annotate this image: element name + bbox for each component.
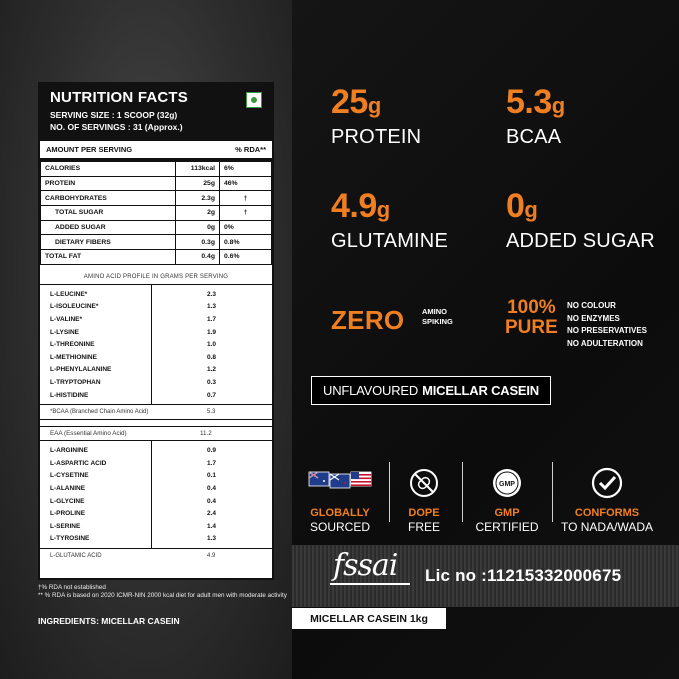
cert-globally-sourced — [300, 465, 380, 534]
bcaa-label: *BCAA (Branched Chain Amino Acid) — [50, 409, 149, 416]
list-item: NO ADULTERATION — [567, 338, 643, 348]
amino-value: 1.2 — [207, 366, 217, 374]
amino-name: L-LYSINE — [50, 328, 80, 336]
badge-part2: MICELLAR CASEIN — [422, 383, 539, 398]
footnote-rda: †% RDA not established — [38, 584, 106, 591]
row-amount: 0.3g — [176, 235, 220, 250]
amino-name: L-HISTIDINE — [50, 391, 89, 399]
row-amount: 113kcal — [176, 162, 220, 177]
row-name: CARBOHYDRATES — [41, 191, 176, 206]
nonessential-names — [40, 441, 152, 548]
amino-value: 2.4 — [207, 510, 217, 518]
cert-subtitle: CERTIFIED — [475, 520, 539, 534]
stat-label: BCAA — [506, 126, 562, 148]
gmp-icon-text: GMP — [499, 481, 515, 488]
row-name: TOTAL FAT — [41, 250, 176, 265]
eaa-value: 11.2 — [200, 430, 212, 438]
fssai-logo: fssai — [333, 548, 398, 583]
amino-value: 0.8 — [207, 353, 217, 361]
table-row — [41, 220, 272, 235]
table-row — [41, 206, 272, 221]
essential-values — [152, 285, 272, 404]
badge-part1: UNFLAVOURED — [323, 383, 419, 398]
amino-value: 1.9 — [207, 328, 217, 336]
stat-protein — [331, 84, 421, 148]
nonessential-values — [152, 441, 272, 548]
essential-amino-block — [40, 284, 272, 405]
check-badge-icon — [557, 465, 657, 501]
row-amount: 2.3g — [176, 191, 220, 206]
amount-header: AMOUNT PER SERVING — [46, 145, 133, 154]
row-name: PROTEIN — [41, 176, 176, 191]
amino-name: L-TRYPTOPHAN — [50, 378, 101, 386]
amino-value: 0.3 — [207, 378, 217, 386]
bcaa-value: 5.3 — [207, 409, 216, 416]
list-item: NO PRESERVATIVES — [567, 326, 648, 335]
no-pill-icon — [394, 465, 454, 501]
glutamic-value: 4.9 — [207, 553, 216, 560]
amino-value: 0.4 — [207, 484, 217, 492]
cert-dope-free — [394, 465, 454, 534]
stat-unit: g — [376, 197, 390, 222]
amino-name: L-ALANINE — [50, 484, 86, 492]
table-row — [41, 191, 272, 206]
amount-header-row — [40, 141, 272, 161]
fssai-underline — [330, 583, 410, 585]
amino-value: 0.9 — [207, 447, 217, 455]
table-row — [41, 250, 272, 265]
row-rda: 0.8% — [220, 235, 272, 250]
row-rda: † — [220, 191, 272, 206]
cert-title: CONFORMS — [574, 507, 640, 519]
rda-header: % RDA** — [235, 145, 266, 154]
zero-line2: SPIKING — [422, 317, 453, 326]
cert-title: DOPE — [408, 507, 440, 519]
amino-value: 0.1 — [207, 472, 217, 480]
row-rda: 0.6% — [220, 250, 272, 265]
stat-value: 0 — [506, 187, 525, 225]
glutamic-row — [40, 549, 272, 564]
stat-value: 5.3 — [506, 83, 552, 121]
amino-name: L-SERINE — [50, 522, 81, 530]
stat-added-sugar — [506, 188, 655, 252]
nutrition-facts-panel — [38, 82, 274, 580]
amino-value: 1.3 — [207, 303, 217, 311]
stat-label: GLUTAMINE — [331, 230, 448, 252]
cert-subtitle: TO NADA/WADA — [560, 520, 653, 534]
eaa-row — [40, 426, 272, 441]
stat-value: 4.9 — [331, 187, 377, 225]
table-row — [41, 235, 272, 250]
nutrition-table — [40, 161, 272, 265]
cert-divider — [389, 462, 390, 522]
table-row — [41, 162, 272, 177]
amino-name: L-METHIONINE — [50, 353, 97, 361]
amino-name: L-ARGININE — [50, 447, 88, 455]
nonessential-amino-block — [40, 441, 272, 549]
row-name: CALORIES — [41, 162, 176, 177]
stat-value: 25 — [331, 83, 368, 121]
amino-value: 1.3 — [207, 535, 217, 543]
amino-name: L-THREONINE — [50, 341, 95, 349]
row-name: ADDED SUGAR — [41, 220, 176, 235]
bcaa-row — [40, 405, 272, 420]
amino-profile-header: AMINO ACID PROFILE IN GRAMS PER SERVING — [83, 273, 229, 280]
cert-title: GMP — [494, 507, 520, 519]
row-amount: 0g — [176, 220, 220, 235]
row-amount: 2g — [176, 206, 220, 221]
unflavoured-badge — [311, 376, 551, 405]
serving-size: SERVING SIZE : 1 SCOOP (32g) — [50, 110, 178, 120]
nutrition-header — [40, 84, 272, 141]
list-item: NO COLOUR — [567, 301, 616, 310]
amino-value: 1.7 — [207, 459, 217, 467]
amino-name: L-PHENYLALANINE — [50, 366, 112, 374]
amino-name: L-CYSETINE — [50, 472, 89, 480]
ingredients: INGREDIENTS: MICELLAR CASEIN — [38, 616, 180, 626]
gmp-icon — [468, 465, 546, 501]
row-name: DIETARY FIBERS — [41, 235, 176, 250]
license-number: Lic no :11215332000675 — [425, 566, 622, 585]
list-item: NO ENZYMES — [567, 313, 620, 323]
amino-name: L-GLYCINE — [50, 497, 85, 505]
pure-list — [567, 300, 647, 350]
stat-label: PROTEIN — [331, 126, 422, 148]
amino-value: 0.7 — [207, 391, 217, 399]
pure-heading — [505, 298, 558, 338]
cert-divider — [552, 462, 553, 522]
stat-unit: g — [551, 93, 565, 118]
amino-value: 1.0 — [207, 341, 217, 349]
row-rda: 6% — [220, 162, 272, 177]
amino-name: L-ISOLEUCINE* — [50, 303, 99, 311]
cert-subtitle: FREE — [407, 520, 440, 534]
table-row — [41, 176, 272, 191]
amino-name: L-PROLINE — [50, 510, 86, 518]
product-tag: MICELLAR CASEIN 1kg — [292, 608, 446, 629]
servings-count: NO. OF SERVINGS : 31 (Approx.) — [50, 122, 183, 132]
stat-bcaa — [506, 84, 565, 148]
cert-nada-wada — [557, 465, 657, 534]
nutrition-title: NUTRITION FACTS — [50, 89, 188, 106]
essential-names — [40, 285, 152, 404]
zero-heading: ZERO — [331, 305, 405, 335]
eaa-label: EAA (Essential Amino Acid) — [50, 430, 127, 438]
row-name: TOTAL SUGAR — [41, 206, 176, 221]
cert-divider — [462, 462, 463, 522]
cert-subtitle: SOURCED — [309, 520, 370, 534]
amino-name: L-TYROSINE — [50, 535, 90, 543]
stat-glutamine — [331, 188, 448, 252]
amino-name: L-VALINE* — [50, 316, 83, 323]
cert-gmp — [468, 465, 546, 534]
row-rda: † — [220, 206, 272, 221]
footnotes — [38, 584, 288, 600]
zero-subtext — [422, 307, 453, 327]
amino-value: 1.4 — [207, 522, 217, 530]
amino-name: L-ASPARTIC ACID — [50, 459, 107, 467]
stat-unit: g — [367, 93, 381, 118]
stat-unit: g — [524, 197, 538, 222]
row-amount: 0.4g — [176, 250, 220, 265]
stat-label: ADDED SUGAR — [506, 230, 655, 252]
amino-value: 2.3 — [207, 290, 217, 298]
amino-value: 1.7 — [207, 316, 217, 323]
cert-title: GLOBALLY — [310, 507, 370, 519]
flags-icon — [300, 465, 380, 501]
amino-name: L-LEUCINE* — [50, 290, 88, 298]
glutamic-label: L-GLUTAMIC ACID — [50, 553, 102, 560]
footnote-icmr: ** % RDA is based on 2020 ICMR-NIN 2000 kcal diet for adult men with moderate activity — [38, 592, 287, 599]
veg-mark-icon — [246, 92, 262, 108]
row-rda: 0% — [220, 220, 272, 235]
pure-line1: 100% — [507, 297, 556, 318]
amino-value: 0.4 — [207, 497, 217, 505]
pure-line2: PURE — [505, 317, 558, 338]
row-amount: 25g — [176, 176, 220, 191]
zero-line1: AMINO — [422, 307, 447, 316]
row-rda: 46% — [220, 176, 272, 191]
